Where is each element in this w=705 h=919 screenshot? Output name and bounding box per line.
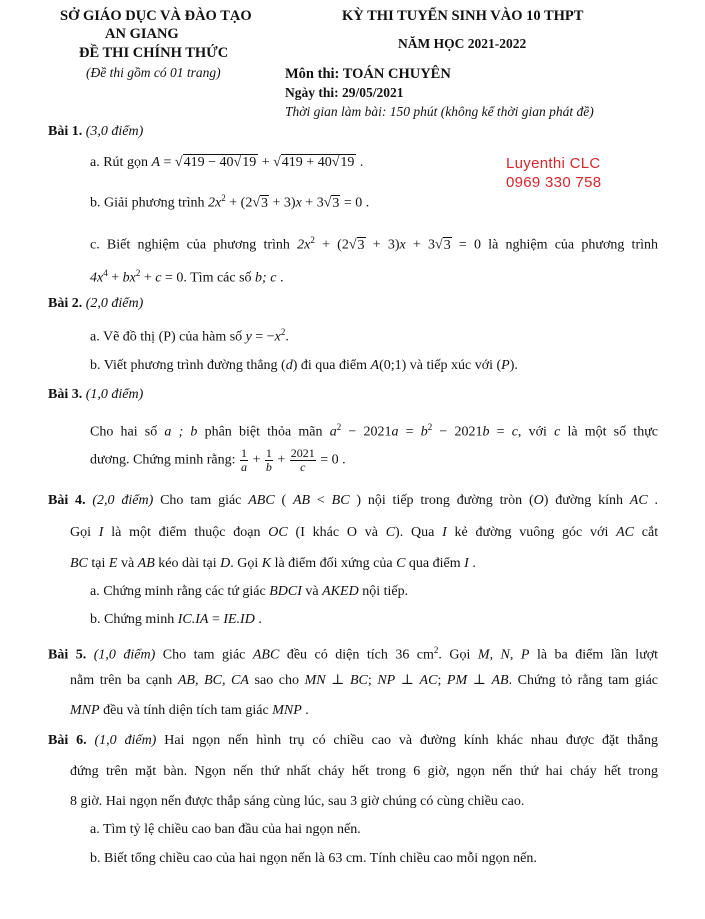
problem-3-heading: Bài 3. (1,0 điểm) [48,387,144,402]
problem-6-line1: Bài 6. (1,0 điểm) Hai ngọn nến hình trụ có chiều cao và đường kính khác nhau được đặt thẳng [48,733,659,748]
problem-2a: a. Vẽ đồ thị (P) của hàm số $y = -x^2$. [90,327,289,345]
problem-6a: a. Tìm tỷ lệ chiều cao ban đầu của hai ngọn nến. [90,822,361,837]
problem-4-line2: Gọi I là một điểm thuộc đoạn OC (I khác O và C). Qua I kẻ đường vuông góc với AC cắt [70,525,659,540]
school-year: NĂM HỌC 2021-2022 [398,36,527,51]
problem-1-heading: Bài 1. (3,0 điểm) [48,124,144,139]
problem-2b: b. Viết phương trình đường thẳng (d) đi qua điểm A(0;1) và tiếp xúc với (P). [90,358,518,373]
problem-1a: a. Rút gọn A = √419 − 40√19 + √419 + 40√19 . [90,155,364,170]
problem-3-line2: dương. Chứng minh rằng: $\frac{1}{a}$ + $\frac{1}{b}$ + $\frac{2021}{c}$ = 0 . [90,446,346,474]
problem-5-line1: Bài 5. (1,0 điểm) Cho tam giác ABC đều có diện tích 36 $cm^2$. Gọi M, N, P là ba điểm lần lượt [48,645,659,663]
problem-1c-line1: c. Biết nghiệm của phương trình $2x^2 + (2√3 + 3)x + 3√3 = 0$ là nghiệm của phương trình [90,235,658,253]
problem-2-heading: Bài 2. (2,0 điểm) [48,296,144,311]
problem-6-line3: 8 giờ. Hai ngọn nến được thắp sáng cùng lúc, sau 3 giờ chúng có cùng chiều cao. [70,794,525,809]
pages-note: (Đề thi gồm có 01 trang) [86,65,221,80]
problem-5-line2: nằm trên ba cạnh AB, BC, CA sao cho MN ⊥ BC; NP ⊥ AC; PM ⊥ AB. Chứng tỏ rằng tam giác [70,673,659,688]
department-name: SỞ GIÁO DỤC VÀ ĐÀO TẠO [60,8,252,24]
exam-title: KỲ THI TUYỂN SINH VÀO 10 THPT [342,8,584,24]
exam-date: Ngày thi: 29/05/2021 [285,85,404,100]
problem-6b: b. Biết tổng chiều cao của hai ngọn nến là 63 cm. Tính chiều cao mỗi ngọn nến. [90,851,537,866]
subject: Môn thi: TOÁN CHUYÊN [285,66,451,82]
watermark-phone: 0969 330 758 [506,174,602,191]
problem-1b: b. Giải phương trình $2x^2 + (2√3 + 3)x + 3√3 = 0$ . [90,193,370,211]
problem-4-line1: Bài 4. (2,0 điểm) Cho tam giác ABC ( AB < BC ) nội tiếp trong đường tròn (O) đường kính AC . [48,493,659,508]
problem-4b: b. Chứng minh IC.IA = IE.ID . [90,612,262,627]
watermark-name: Luyenthi CLC [506,155,601,172]
problem-4-line3: BC tại E và AB kéo dài tại D. Gọi K là điểm đối xứng của C qua điểm I . [70,556,476,571]
problem-6-line2: đứng trên mặt bàn. Ngọn nến thứ nhất cháy hết trong 6 giờ, ngọn nến thứ hai cháy hết trong [70,764,658,779]
problem-5-line3: MNP đều và tính diện tích tam giác MNP . [70,703,309,718]
duration: Thời gian làm bài: 150 phút (không kể thời gian phát đề) [285,104,594,119]
problem-4a: a. Chứng minh rằng các tứ giác BDCI và AKED nội tiếp. [90,584,409,599]
problem-3-line1: Cho hai số a ; b phân biệt thỏa mãn $a^2 - 2021a = b^2 - 2021b = c$, với c là một số thực [90,422,658,440]
province-name: AN GIANG [105,26,179,42]
official-label: ĐỀ THI CHÍNH THỨC [79,45,229,61]
problem-1c-line2: $4x^4 + bx^2 + c = 0$. Tìm các số b; c . [90,268,284,286]
